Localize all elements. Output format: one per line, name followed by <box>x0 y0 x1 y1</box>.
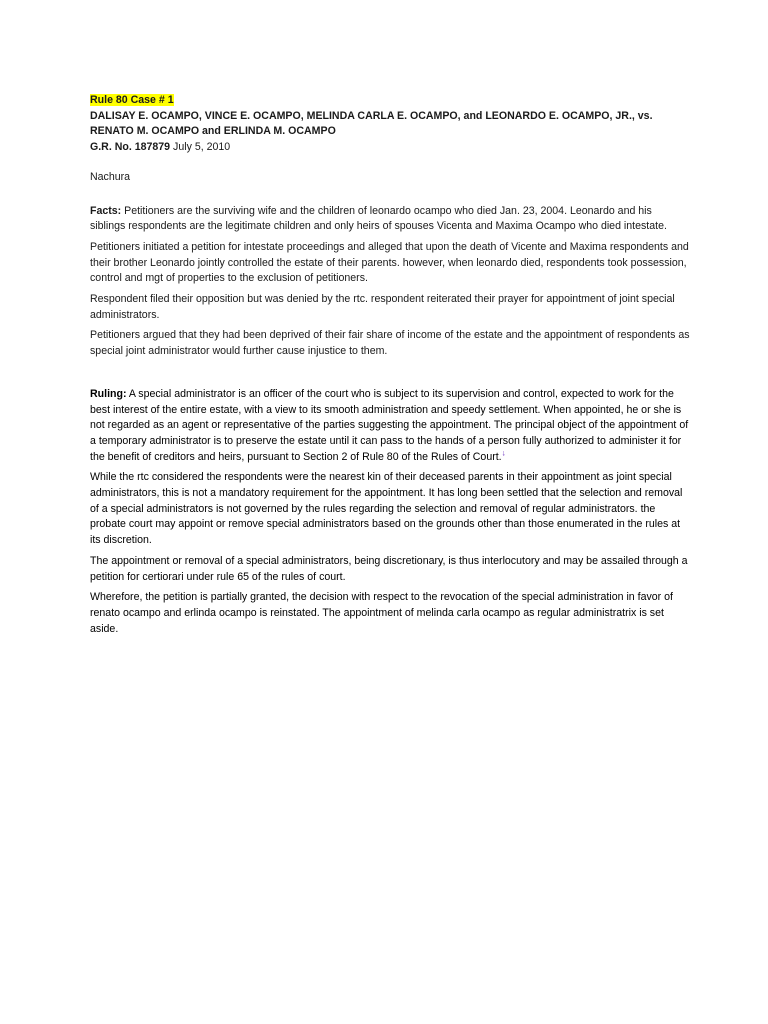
decision-date: July 5, 2010 <box>173 141 231 154</box>
ruling-label: Ruling: <box>90 387 127 400</box>
parties-line-1: DALISAY E. OCAMPO, VINCE E. OCAMPO, MELINDA CARLA E. OCAMPO, and LEONARDO E. OCAMPO, JR., vs. <box>90 109 653 122</box>
case-label: Rule 80 Case # 1 <box>90 94 174 106</box>
facts-paragraph-2: Petitioners initiated a petition for intestate proceedings and alleged that upon the death of Vicente and Maxima respondents and their brother Leonardo jointly controlled the estate of their parents. however, when leonardo died, respondents took possession, control and mgt of properties to the exclusion of petitioners. <box>90 240 689 285</box>
ruling-paragraph-3: The appointment or removal of a special administrators, being discretionary, is thus interlocutory and may be assailed through a petition for certiorari under rule 65 of the rules of court. <box>90 554 688 583</box>
case-digest <box>90 93 690 637</box>
ruling-paragraph-1 <box>90 387 690 466</box>
case-label-line <box>90 93 690 109</box>
gr-number: G.R. No. 187879 <box>90 141 171 154</box>
facts-text-1: Petitioners are the surviving wife and the children of leonardo ocampo who died Jan. 23, 2004. Leonardo and his siblings respondents are the legitimate children and only heirs of spouses Vicenta and Maxima Ocampo who died intestate. <box>90 204 667 233</box>
footnote-link[interactable]: ↓ <box>501 448 506 458</box>
ruling-paragraph-2: While the rtc considered the respondents were the nearest kin of their deceased parents in their appointment as joint special administrators, this is not a mandatory requirement for the appointment. It has long been settled that the selection and removal of a special administrators is not governed by the rules regarding the selection and removal of regular administrators. the probate court may appoint or remove special administrators based on the grounds other than those enumerated in the rules at its discretion. <box>90 471 683 547</box>
ruling-paragraph-4: Wherefore, the petition is partially granted, the decision with respect to the revocation of the special administration in favor of renato ocampo and erlinda ocampo is reinstated. The appointment of melinda carla ocampo as regular administratrix is set aside. <box>90 591 673 635</box>
ponente: Nachura <box>90 170 131 183</box>
ruling-text-1: A special administrator is an officer of the court who is subject to its supervision and control, expected to work for the best interest of the entire estate, with a view to its smooth administration and speedy settlement. When appointed, he or she is not regarded as an agent or representative of the parties suggesting the appointment. The principal object of the appointment of a temporary administrator is to preserve the estate until it can pass to the hands of a person fully authorized to administer it for the benefit of creditors and heirs, pursuant to Section 2 of Rule 80 of the Rules of Court. <box>90 387 689 463</box>
facts-label: Facts: <box>90 204 122 217</box>
facts-paragraph-1 <box>90 204 690 235</box>
case-citation <box>90 140 690 156</box>
facts-paragraph-3: Respondent filed their opposition but was denied by the rtc. respondent reiterated their prayer for appointment of joint special administrators. <box>90 293 675 321</box>
parties-line-2: RENATO M. OCAMPO and ERLINDA M. OCAMPO <box>90 125 336 138</box>
facts-paragraph-4: Petitioners argued that they had been deprived of their fair share of income of the estate and the appointment of respondents as special joint administrator would further cause injustice to them. <box>90 329 690 358</box>
